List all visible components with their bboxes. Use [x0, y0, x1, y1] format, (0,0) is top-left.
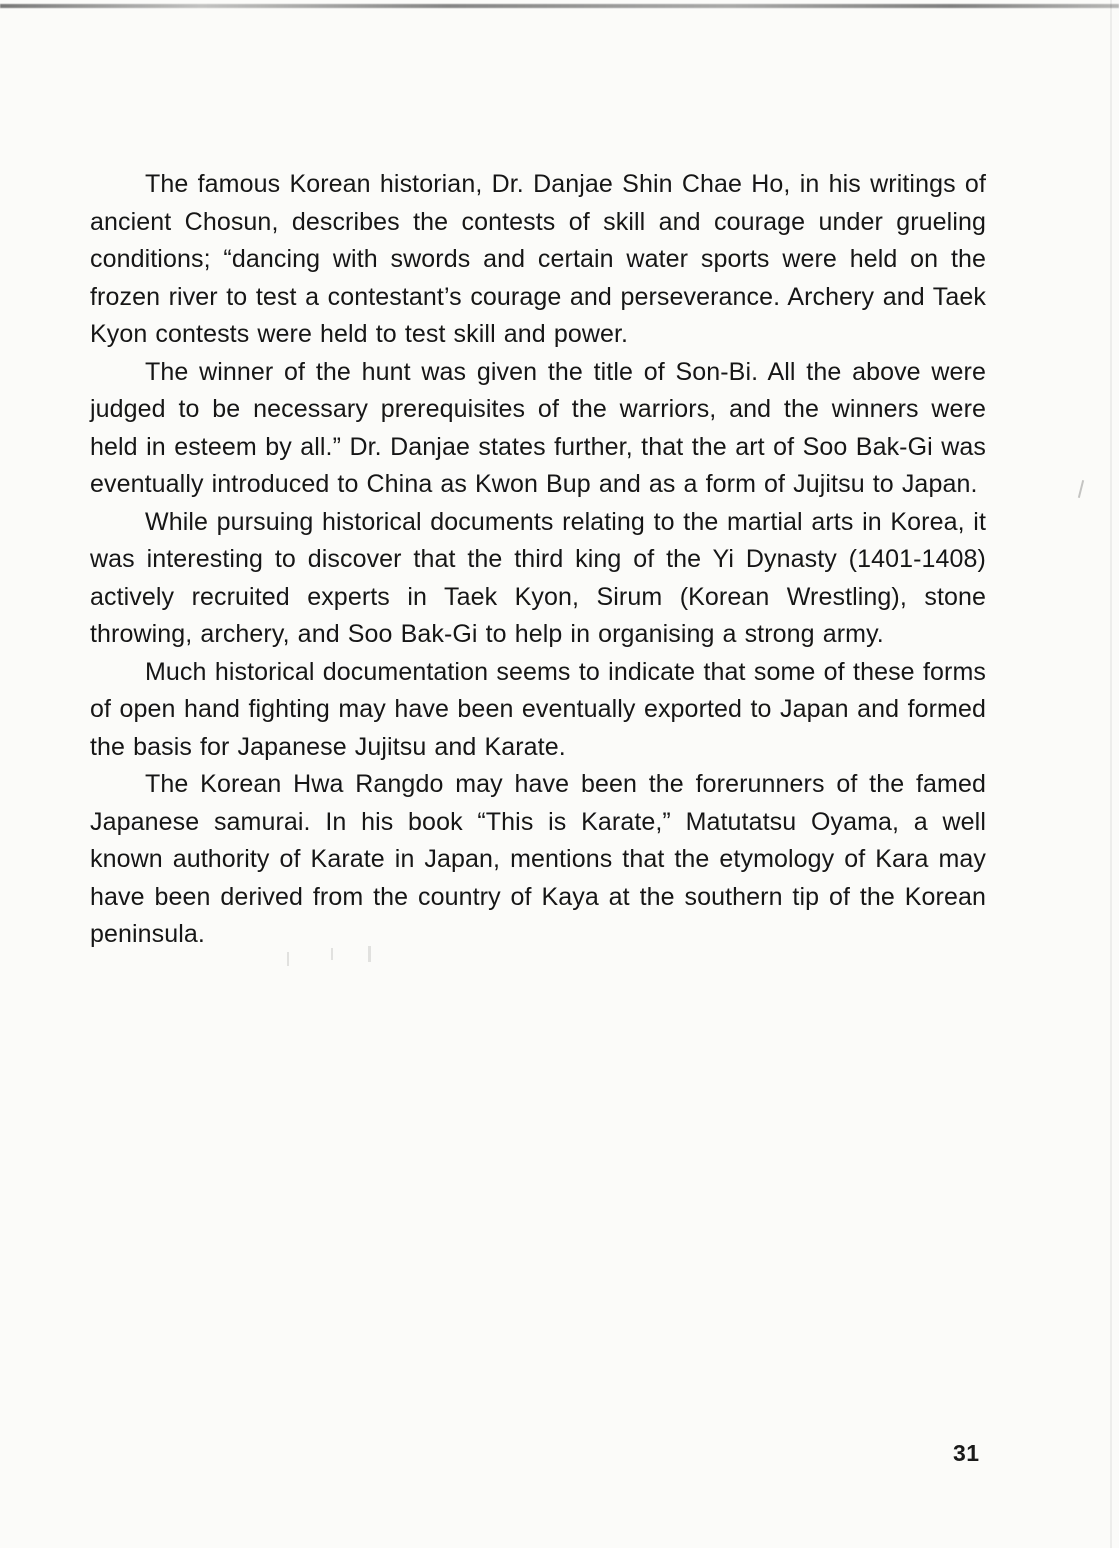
scan-artifact-top-edge	[0, 4, 1119, 8]
paragraph-5: The Korean Hwa Rangdo may have been the forerunners of the famed Japanese samurai. In his book “This is Karate,” Matutatsu Oyama, a well known authority of Karate in Japan, mentions that the etymology of Kara may have been derived from the country of Kaya at the southern tip of the Korean peninsula.	[90, 770, 986, 948]
scan-artifact-pencil-mark	[331, 948, 333, 960]
scan-artifact-stray-mark	[1078, 480, 1084, 498]
paragraph-2: The winner of the hunt was given the title of Son-Bi. All the above were judged to be necessary prerequisites of the warriors, and the winners were held in esteem by all.” Dr. Danjae states further, that the art of Soo Bak-Gi was eventually introduced to China as Kwon Bup and as a form of Jujitsu to Japan.	[90, 357, 986, 498]
paragraph-3: While pursuing historical documents relating to the martial arts in Korea, it was interesting to discover that the third king of the Yi Dynasty (1401-1408) actively recruited experts in Taek Kyon, Sirum (Korean Wrestling), stone throwing, archery, and Soo Bak-Gi to help in organising a strong army.	[90, 507, 986, 648]
paragraph-4: Much historical documentation seems to indicate that some of these forms of open hand fighting may have been eventually exported to Japan and formed the basis for Japanese Jujitsu and Karate.	[90, 657, 986, 761]
paragraph-1: The famous Korean historian, Dr. Danjae Shin Chae Ho, in his writings of ancient Chosun, describes the contests of skill and courage under grueling conditions; “dancing with swords and certain water sports were held on the frozen river to test a contestant’s courage and perseverance. Archery and Taek Kyon contests were held to test skill and power.	[90, 170, 986, 348]
page-number: 31	[953, 1440, 980, 1466]
page-edge-shadow	[1110, 0, 1112, 1548]
scan-artifact-pencil-mark	[287, 952, 289, 966]
scan-artifact-pencil-mark	[368, 946, 371, 962]
body-text	[90, 166, 986, 954]
